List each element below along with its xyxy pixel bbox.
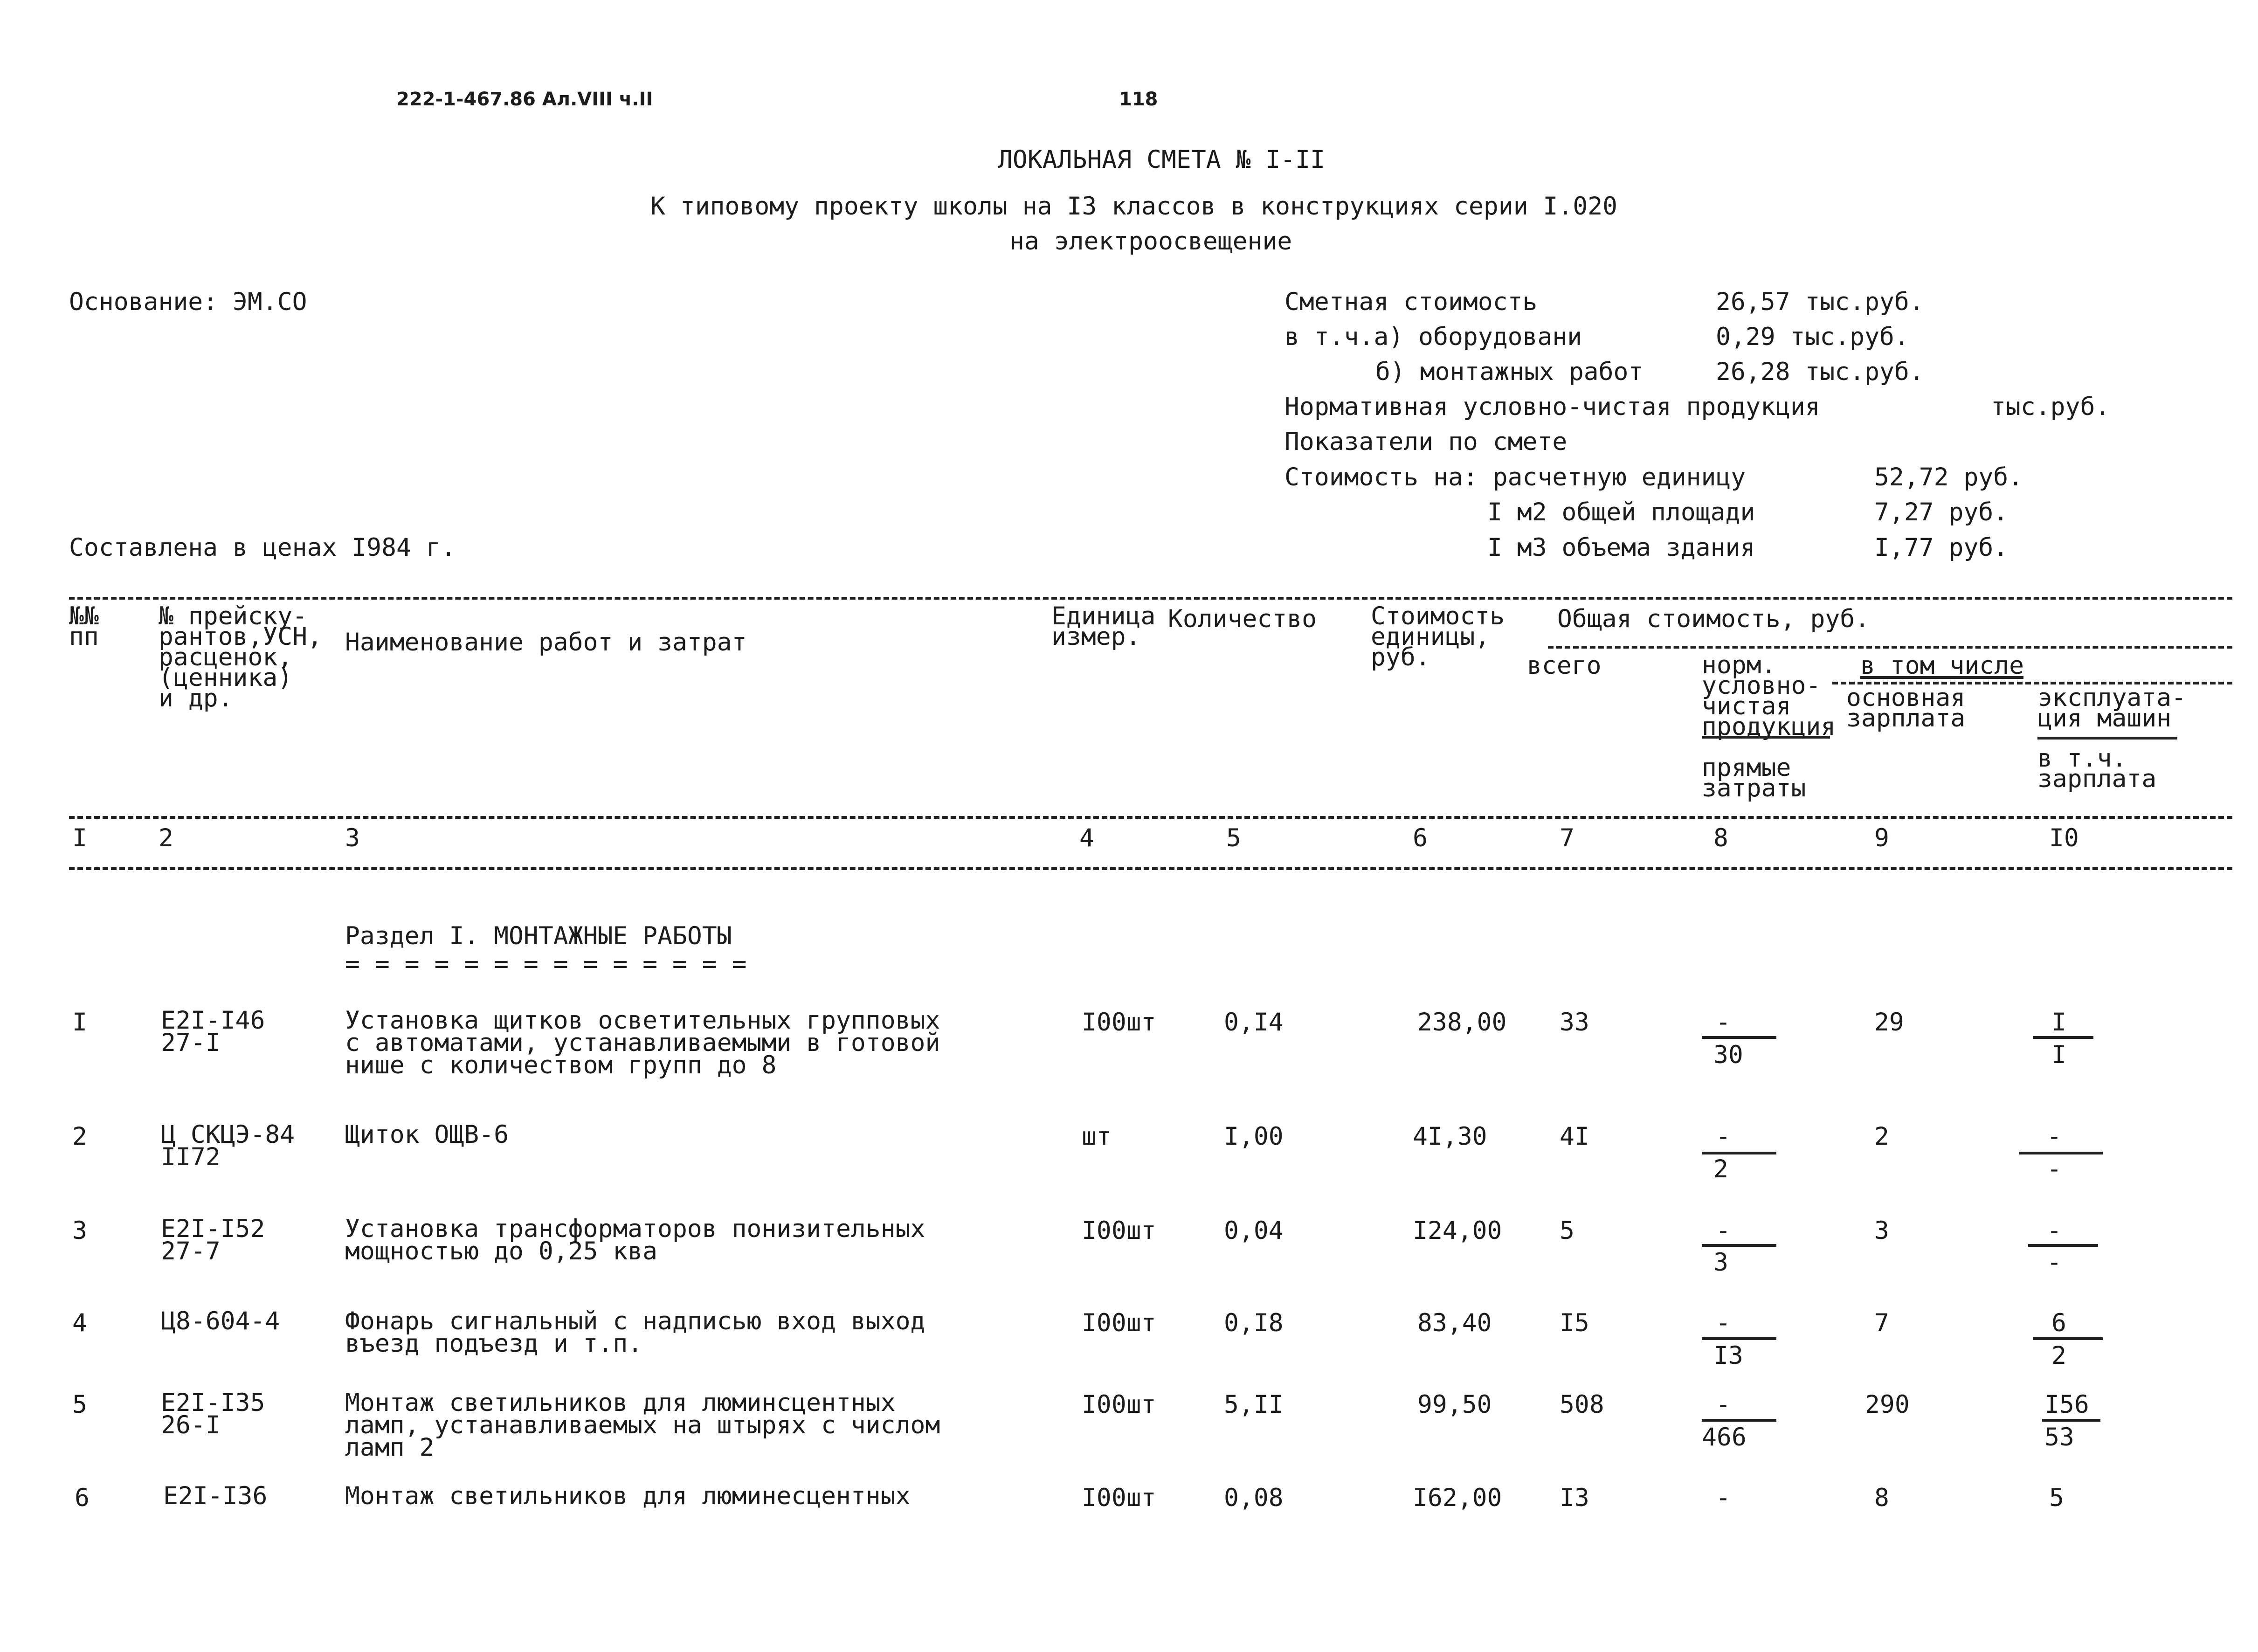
volume-value: I,77 руб. (1874, 533, 2009, 562)
column-number: I (72, 824, 87, 852)
row-number: 3 (72, 1217, 87, 1245)
row-quantity: 0,04 (1224, 1217, 1284, 1245)
row-normative: - (1716, 1484, 1731, 1512)
row-number: 4 (72, 1309, 87, 1337)
row-total: 5 (1560, 1217, 1574, 1245)
installation-value: 26,28 тыс.руб. (1716, 358, 1924, 386)
row-total: I5 (1560, 1309, 1589, 1337)
row-number: 2 (72, 1122, 87, 1151)
section-title-underline: = = = = = = = = = = = = = = (345, 950, 747, 978)
row-machines-salary: 2 (2051, 1341, 2066, 1370)
row-machines: I (2051, 1008, 2066, 1037)
row-direct-costs: I3 (1713, 1341, 1743, 1370)
column-number: 2 (159, 824, 173, 852)
row-code: E2I-I36 (163, 1482, 268, 1510)
row-base-salary: 8 (1874, 1484, 1889, 1512)
row-number: I (72, 1008, 87, 1037)
row-total: 508 (1560, 1390, 1604, 1419)
row-name: Установка щитков осветительных групповых с автоматами, устанавливаемыми в готовой нише с количеством групп до 8 (345, 1006, 940, 1079)
project-subtitle-2: на электроосвещение (1009, 227, 1292, 256)
basis-text: Основание: ЭМ.СО (69, 288, 307, 316)
row-machines-salary: - (2047, 1248, 2062, 1277)
area-label: I м2 общей площади (1487, 498, 1755, 526)
fraction-line (2033, 1337, 2103, 1340)
fraction-line (1702, 1337, 1776, 1340)
row-unit-cost: 83,40 (1417, 1309, 1492, 1337)
fraction-line (1702, 1244, 1776, 1247)
column-number: I0 (2049, 824, 2079, 852)
header-top-rule (69, 597, 2232, 600)
section-title: Раздел I. МОНТАЖНЫЕ РАБОТЫ (345, 922, 732, 950)
row-machines: - (2047, 1122, 2062, 1151)
row-normative: - (1716, 1217, 1731, 1245)
row-direct-costs: 2 (1713, 1155, 1728, 1183)
column-number: 8 (1713, 824, 1728, 852)
header-col-machines: эксплуата- ция машин (2037, 684, 2187, 733)
row-unit: I00шт (1082, 1217, 1156, 1245)
column-number: 4 (1079, 824, 1094, 852)
header-col-base-salary: основная зарплата (1846, 684, 1966, 733)
page-number: 118 (1119, 89, 1158, 110)
header-bottom-rule (69, 867, 2232, 870)
row-unit: I00шт (1082, 1008, 1156, 1037)
installation-label: б) монтажных работ (1375, 358, 1643, 386)
row-base-salary: 7 (1874, 1309, 1889, 1337)
fraction-line (1702, 1036, 1776, 1039)
header-col-unit-cost: Стоимость единицы, руб. (1371, 602, 1505, 671)
fraction-line (1702, 1419, 1776, 1422)
equipment-label: в т.ч.а) оборудовани (1284, 323, 1582, 351)
indicators-label: Показатели по смете (1284, 428, 1567, 456)
row-unit-cost: I62,00 (1413, 1484, 1502, 1512)
row-machines: - (2047, 1217, 2062, 1245)
column-number: 5 (1226, 824, 1241, 852)
row-base-salary: 3 (1874, 1217, 1889, 1245)
row-normative: - (1716, 1122, 1731, 1151)
row-code: E2I-I52 27-7 (161, 1215, 265, 1265)
header-col-machines-salary: в т.ч. зарплата (2037, 744, 2157, 793)
row-direct-costs: 3 (1713, 1248, 1728, 1277)
row-number: 5 (72, 1390, 87, 1419)
row-name: Монтаж светильников для люминесцентных (345, 1482, 911, 1510)
column-number: 3 (345, 824, 360, 852)
row-unit-cost: 4I,30 (1413, 1122, 1487, 1151)
row-machines: I56 (2044, 1390, 2089, 1419)
row-number: 6 (75, 1484, 90, 1512)
row-base-salary: 2 (1874, 1122, 1889, 1151)
header-including-rule (1860, 676, 2023, 679)
fraction-line (2042, 1419, 2100, 1422)
fraction-line (2033, 1036, 2093, 1039)
row-unit: I00шт (1082, 1390, 1156, 1419)
row-unit-cost: I24,00 (1413, 1217, 1502, 1245)
column-number: 6 (1413, 824, 1428, 852)
row-quantity: 0,08 (1224, 1484, 1284, 1512)
row-machines: 5 (2049, 1484, 2064, 1512)
header-total-rule (1548, 646, 2232, 649)
row-normative: - (1716, 1008, 1731, 1037)
row-normative: - (1716, 1390, 1731, 1419)
row-total: I3 (1560, 1484, 1589, 1512)
header-col-quantity: Количество (1168, 605, 1317, 633)
normative-unit: тыс.руб. (1991, 393, 2110, 421)
header-total-cost: Общая стоимость, руб. (1557, 605, 1870, 633)
row-name: Щиток ОЩВ-6 (345, 1120, 509, 1149)
row-unit-cost: 99,50 (1417, 1390, 1492, 1419)
row-quantity: I,00 (1224, 1122, 1284, 1151)
row-unit-cost: 238,00 (1417, 1008, 1507, 1037)
cost-per-value: 52,72 руб. (1874, 463, 2023, 491)
header-col-number: №№ пп (69, 602, 99, 651)
row-code: Ц СКЦЭ-84 II72 (161, 1120, 295, 1171)
document-code: 222-1-467.86 Ал.VIII ч.II (396, 89, 653, 110)
volume-label: I м3 объема здания (1487, 533, 1755, 562)
column-number: 9 (1874, 824, 1889, 852)
header-col-direct-costs: прямые затраты (1702, 753, 1806, 802)
row-total: 4I (1560, 1122, 1589, 1151)
row-code: Ц8-604-4 (161, 1307, 280, 1335)
row-normative: - (1716, 1309, 1731, 1337)
row-code: E2I-I46 27-I (161, 1006, 265, 1057)
row-quantity: 0,I4 (1224, 1008, 1284, 1037)
header-col-unit: Единица измер. (1051, 602, 1156, 651)
header-col-normative: норм. условно- чистая продукция (1702, 651, 1836, 741)
row-direct-costs: 466 (1702, 1423, 1747, 1452)
header-col-price-list: № прейску- рантов,УСН, расценок, (ценника) и др. (159, 602, 322, 712)
row-total: 33 (1560, 1008, 1589, 1037)
normative-label: Нормативная условно-чистая продукция (1284, 393, 1820, 421)
row-machines-salary: - (2047, 1155, 2062, 1183)
prices-year-text: Составлена в ценах I984 г. (69, 533, 456, 562)
row-name: Фонарь сигнальный с надписью вход выход въезд подъезд и т.п. (345, 1307, 925, 1358)
row-quantity: 5,II (1224, 1390, 1284, 1419)
header-mid-rule (69, 816, 2232, 819)
column-number: 7 (1560, 824, 1574, 852)
estimated-cost-label: Сметная стоимость (1284, 288, 1538, 316)
estimated-cost-value: 26,57 тыс.руб. (1716, 288, 1924, 316)
estimate-title: ЛОКАЛЬНАЯ СМЕТА № I-II (998, 145, 1325, 174)
row-direct-costs: 30 (1713, 1041, 1743, 1069)
row-unit: I00шт (1082, 1484, 1156, 1512)
project-subtitle: К типовому проекту школы на I3 классов в конструкциях серии I.020 (650, 192, 1618, 221)
area-value: 7,27 руб. (1874, 498, 2009, 526)
header-col-name: Наименование работ и затрат (345, 628, 747, 657)
row-code: E2I-I35 26-I (161, 1389, 265, 1439)
equipment-value: 0,29 тыс.руб. (1716, 323, 1909, 351)
row-unit: I00шт (1082, 1309, 1156, 1337)
row-unit: шт (1082, 1122, 1112, 1151)
row-quantity: 0,I8 (1224, 1309, 1284, 1337)
header-col-total: всего (1527, 651, 1602, 680)
row-name: Монтаж светильников для люминсцентных ламп, устанавливаемых на штырях с числом ламп 2 (345, 1389, 940, 1462)
row-base-salary: 290 (1865, 1390, 1910, 1419)
row-machines-salary: I (2051, 1041, 2066, 1069)
row-machines: 6 (2051, 1309, 2066, 1337)
fraction-line (1702, 1152, 1776, 1154)
row-name: Установка трансформаторов понизительных мощностью до 0,25 ква (345, 1215, 925, 1265)
row-base-salary: 29 (1874, 1008, 1904, 1037)
fraction-line (2028, 1244, 2098, 1247)
row-machines-salary: 53 (2044, 1423, 2074, 1452)
cost-per-label: Стоимость на: расчетную единицу (1284, 463, 1746, 491)
fraction-line (2019, 1152, 2103, 1154)
header-col8-rule (1702, 736, 1830, 739)
header-col10-rule (2037, 737, 2177, 740)
header-including: в том числе (1860, 651, 2024, 680)
